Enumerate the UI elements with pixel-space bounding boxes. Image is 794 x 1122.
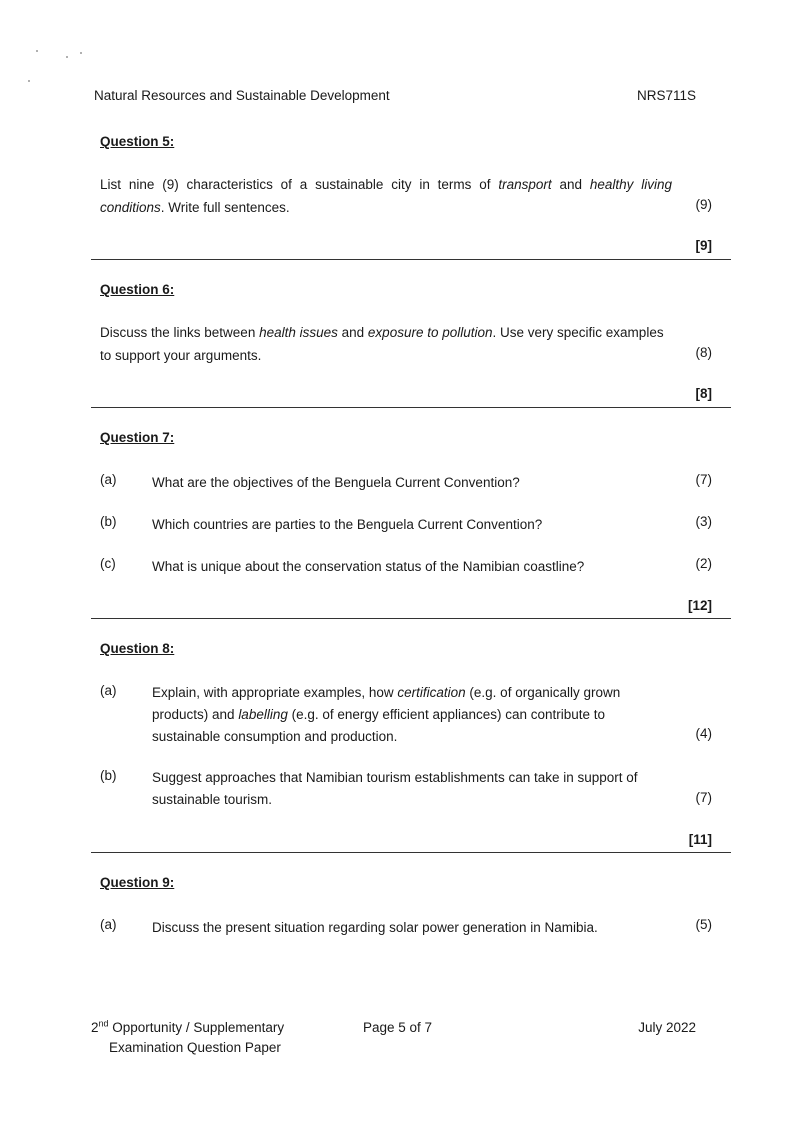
question-8-total: [11]: [688, 832, 712, 847]
footer-page-number: Page 5 of 7: [363, 1020, 433, 1035]
course-code: NRS711S: [636, 88, 696, 103]
question-8a-label: (a): [100, 683, 117, 698]
question-9a-text: Discuss the present situation regarding solar power generation in Namibia.: [152, 920, 598, 935]
question-9a-marks: (5): [695, 917, 712, 932]
question-8a-text: Explain, with appropriate examples, how certification (e.g. of organically grown products) and labelling (e.g. of energy efficient appliances) can contribute to sustainable consumption and production.: [152, 685, 621, 744]
question-7c-text: What is unique about the conservation status of the Namibian coastline?: [152, 559, 585, 574]
divider: [91, 407, 731, 408]
question-6-title: Question 6:: [100, 282, 175, 297]
scan-speck: [80, 52, 82, 54]
question-9-title: Question 9:: [100, 875, 175, 890]
divider: [91, 618, 731, 619]
question-8-title: Question 8:: [100, 641, 175, 656]
question-8a-marks: (4): [695, 726, 712, 741]
scan-speck: [66, 56, 68, 58]
divider: [91, 852, 731, 853]
footer-date: July 2022: [638, 1020, 696, 1035]
question-9a-label: (a): [100, 917, 117, 932]
question-6-total: [8]: [695, 386, 712, 401]
question-7b-marks: (3): [695, 514, 712, 529]
question-7-title: Question 7:: [100, 430, 175, 445]
question-5-total: [9]: [695, 238, 712, 253]
question-5-marks: (9): [695, 197, 712, 212]
question-8b-marks: (7): [695, 790, 712, 805]
question-7a-label: (a): [100, 472, 117, 487]
course-title: Natural Resources and Sustainable Development: [94, 88, 390, 103]
question-6-text: Discuss the links between health issues and exposure to pollution. Use very specific examples to support your arguments.: [100, 325, 664, 363]
question-7b-label: (b): [100, 514, 117, 529]
question-8b-text: Suggest approaches that Namibian tourism establishments can take in support of sustainable tourism.: [152, 770, 638, 807]
question-6-marks: (8): [695, 345, 712, 360]
question-5-text: List nine (9) characteristics of a sustainable city in terms of transport and healthy living conditions. Write full sentences.: [100, 177, 672, 215]
scan-speck: [28, 80, 30, 82]
question-7a-marks: (7): [695, 472, 712, 487]
question-7a-text: What are the objectives of the Benguela Current Convention?: [152, 475, 520, 490]
question-5-title: Question 5:: [100, 134, 175, 149]
question-7c-marks: (2): [695, 556, 712, 571]
divider: [91, 259, 731, 260]
question-7b-text: Which countries are parties to the Benguela Current Convention?: [152, 517, 543, 532]
footer-exam-type: 2nd Opportunity / Supplementary Examination Question Paper: [91, 1018, 285, 1055]
question-7c-label: (c): [100, 556, 116, 571]
question-8b-label: (b): [100, 768, 117, 783]
question-7-total: [12]: [687, 598, 712, 613]
scan-speck: [36, 50, 38, 52]
